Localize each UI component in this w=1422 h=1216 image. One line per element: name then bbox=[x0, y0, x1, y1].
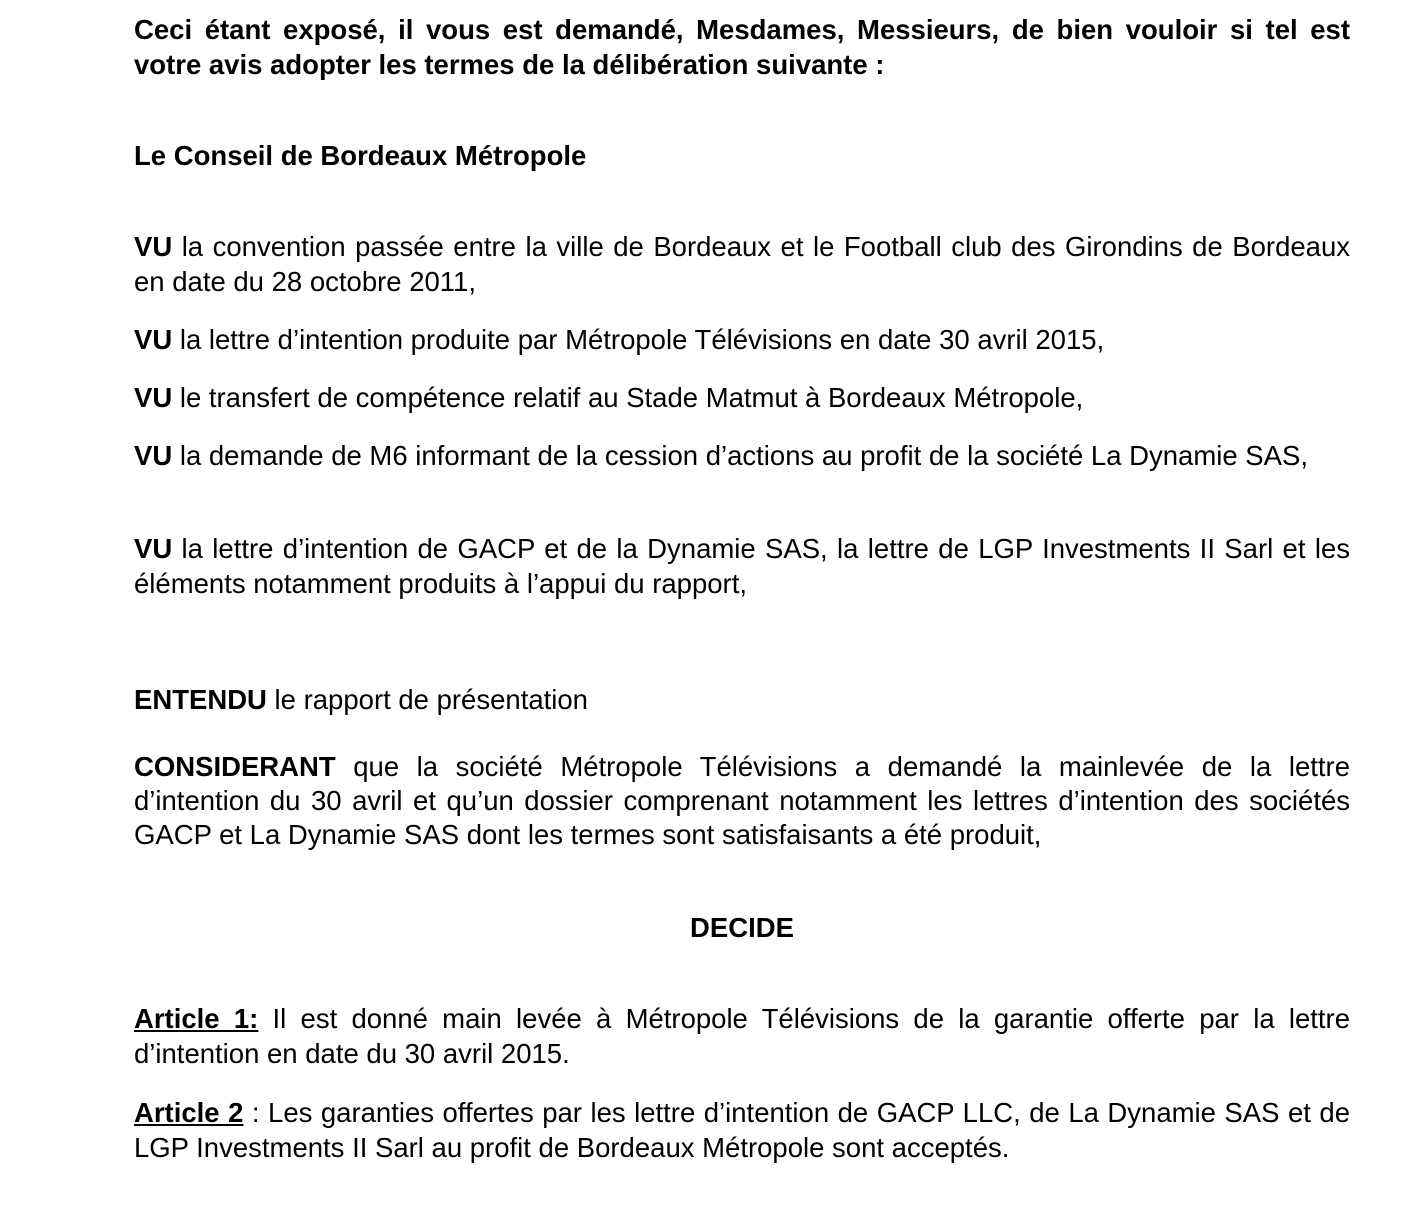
article-2-text: : Les garanties offertes par les lettre d’intention de GACP LLC, de La Dynamie SAS et de LGP Investments II Sarl au profit de Bordeaux Métropole sont acceptés. bbox=[134, 1097, 1350, 1163]
article-2-paragraph bbox=[134, 1095, 1350, 1165]
vu-keyword: VU bbox=[134, 382, 173, 413]
decide-heading: DECIDE bbox=[690, 912, 794, 943]
entendu-text: le rapport de présentation bbox=[266, 684, 588, 715]
entendu-keyword: ENTENDU bbox=[134, 684, 267, 715]
vu-text: la demande de M6 informant de la cession d’actions au profit de la société La Dynamie SAS, bbox=[172, 440, 1308, 471]
entendu-paragraph bbox=[134, 682, 1350, 717]
considerant-text: que la société Métropole Télévisions a demandé la mainlevée de la lettre d’intention du 30 avril et qu’un dossier comprenant notamment les lettres d’intention des sociétés GACP et La Dynamie SAS dont les termes sont satisfaisants a été produit, bbox=[134, 751, 1350, 850]
vu-paragraph-4 bbox=[134, 438, 1350, 473]
council-heading: Le Conseil de Bordeaux Métropole bbox=[134, 140, 587, 171]
article-2-label: Article 2 bbox=[134, 1097, 244, 1128]
considerant-paragraph bbox=[134, 750, 1350, 852]
vu-text: la convention passée entre la ville de Bordeaux et le Football club des Girondins de Bordeaux en date du 28 octobre 2011, bbox=[134, 231, 1350, 297]
article-1-text: Il est donné main levée à Métropole Télévisions de la garantie offerte par la lettre d’intention en date du 30 avril 2015. bbox=[134, 1003, 1350, 1069]
article-1-paragraph bbox=[134, 1001, 1350, 1071]
vu-keyword: VU bbox=[134, 231, 173, 262]
vu-paragraph-1 bbox=[134, 229, 1350, 299]
vu-text: le transfert de compétence relatif au Stade Matmut à Bordeaux Métropole, bbox=[172, 382, 1084, 413]
article-1-label: Article 1: bbox=[134, 1003, 259, 1034]
vu-text: la lettre d’intention de GACP et de la Dynamie SAS, la lettre de LGP Investments II Sarl et les éléments notamment produits à l’appui du rapport, bbox=[134, 533, 1350, 599]
intro-paragraph: Ceci étant exposé, il vous est demandé, Mesdames, Messieurs, de bien vouloir si tel est votre avis adopter les termes de la délibération suivante : bbox=[134, 14, 1350, 80]
document-page bbox=[134, 0, 1350, 1216]
vu-paragraph-2 bbox=[134, 322, 1350, 357]
vu-paragraph-5 bbox=[134, 531, 1350, 601]
considerant-keyword: CONSIDERANT bbox=[134, 751, 336, 782]
vu-keyword: VU bbox=[134, 440, 173, 471]
vu-keyword: VU bbox=[134, 324, 173, 355]
vu-keyword: VU bbox=[134, 533, 173, 564]
vu-text: la lettre d’intention produite par Métropole Télévisions en date 30 avril 2015, bbox=[172, 324, 1105, 355]
vu-paragraph-3 bbox=[134, 380, 1350, 415]
